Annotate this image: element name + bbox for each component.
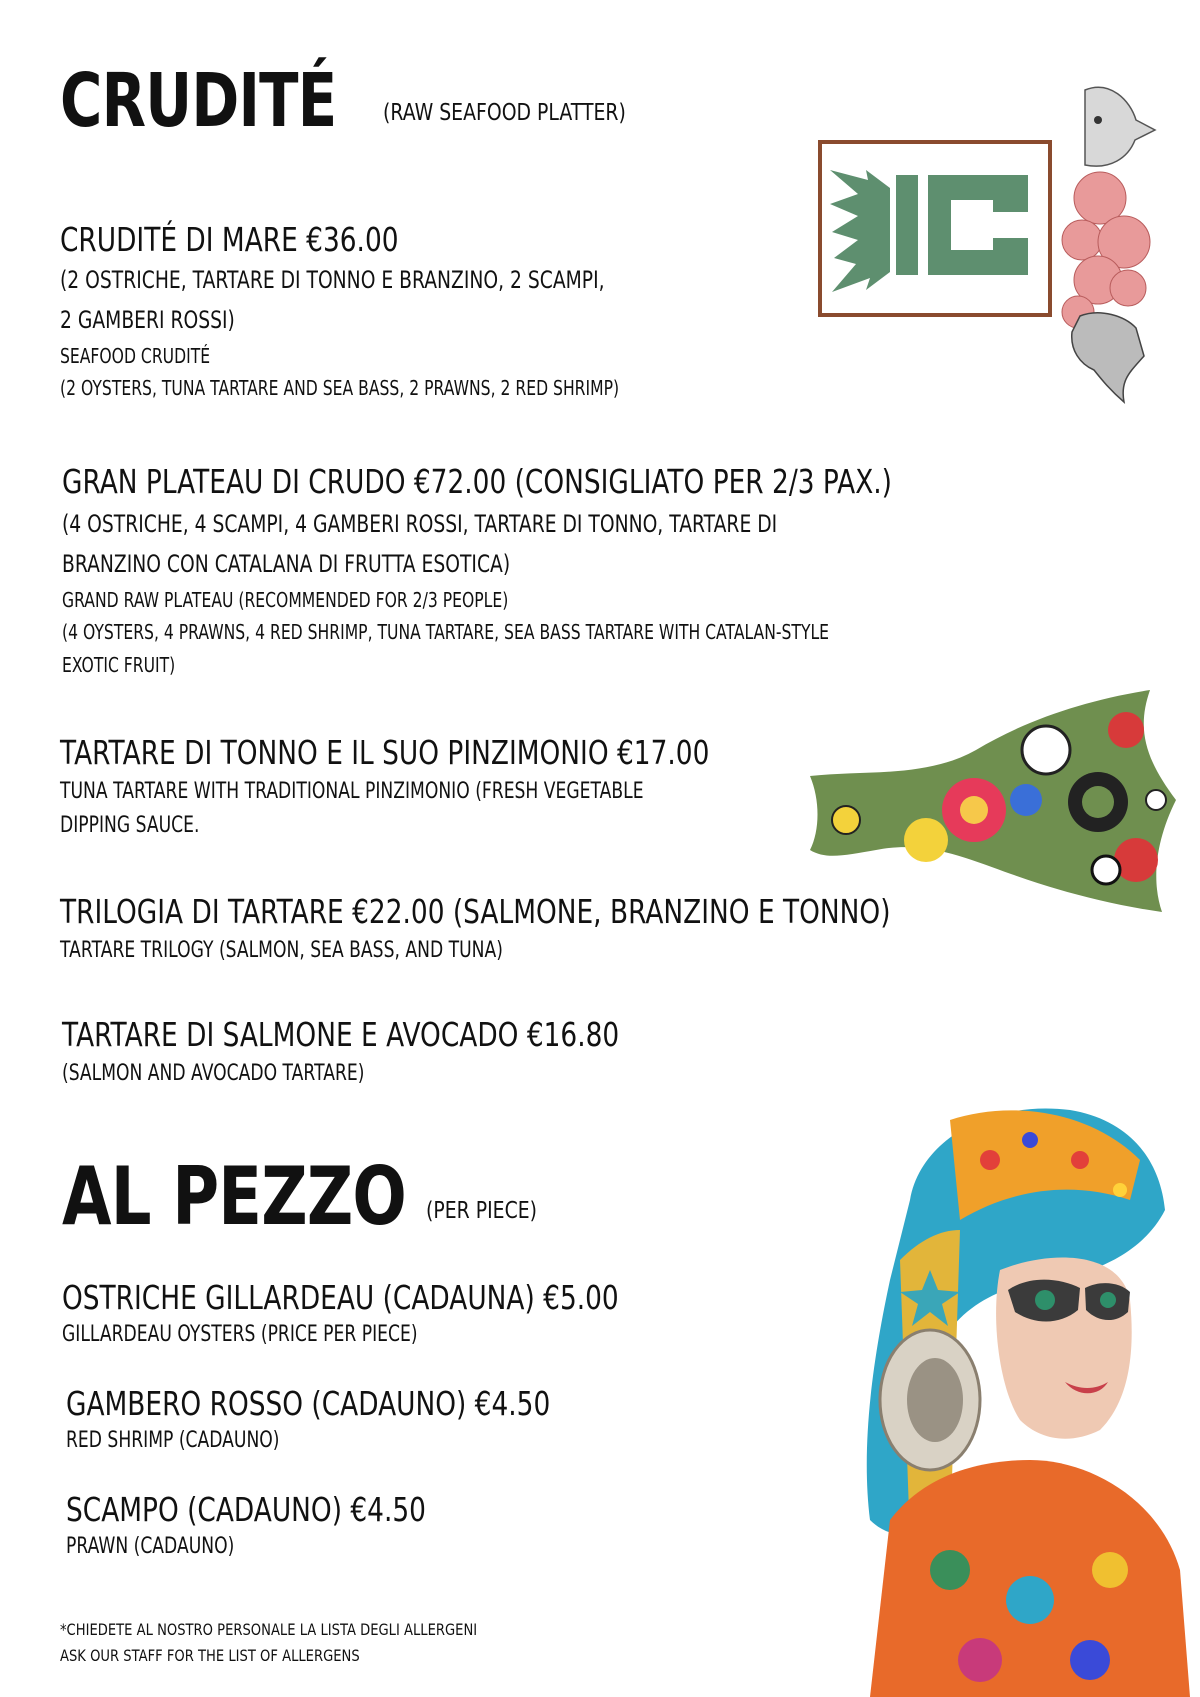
section-title: CRUDITÉ xyxy=(60,58,337,144)
section-title: AL PEZZO xyxy=(62,1150,407,1243)
item-desc-en: PRAWN (CADAUNO) xyxy=(66,1534,235,1559)
menu-item-tartare-salmone xyxy=(62,1015,762,1095)
menu-item-scampo xyxy=(66,1490,566,1570)
section-al-pezzo-heading xyxy=(62,1150,492,1243)
item-title: SCAMPO (CADAUNO) €4.50 xyxy=(66,1490,426,1529)
item-desc-en: SEAFOOD CRUDITÉ xyxy=(60,344,211,368)
patterned-fish-tail-icon xyxy=(806,690,1178,912)
allergen-note-it: *CHIEDETE AL NOSTRO PERSONALE LA LISTA DEGLI ALLERGENI xyxy=(60,1620,478,1639)
item-desc-en: (2 OYSTERS, TUNA TARTARE AND SEA BASS, 2 PRAWNS, 2 RED SHRIMP) xyxy=(60,376,620,400)
item-title: TRILOGIA DI TARTARE €22.00 (SALMONE, BRANZINO E TONNO) xyxy=(60,892,891,931)
menu-item-tartare-tonno xyxy=(60,733,820,843)
allergen-note xyxy=(60,1620,660,1676)
woman-with-oyster-earring-icon xyxy=(830,1100,1200,1697)
ic-logo-icon xyxy=(818,140,1052,317)
item-desc-en: TARTARE TRILOGY (SALMON, SEA BASS, AND TUNA) xyxy=(60,938,503,963)
menu-item-crudite-di-mare xyxy=(60,220,800,410)
menu-item-gambero xyxy=(66,1384,706,1464)
item-desc-en: (SALMON AND AVOCADO TARTARE) xyxy=(62,1061,365,1086)
item-title: TARTARE DI SALMONE E AVOCADO €16.80 xyxy=(62,1015,620,1054)
item-desc-en: RED SHRIMP (CADAUNO) xyxy=(66,1428,280,1453)
item-desc-en: (4 OYSTERS, 4 PRAWNS, 4 RED SHRIMP, TUNA TARTARE, SEA BASS TARTARE WITH CATALAN-STYLE xyxy=(62,620,830,644)
item-title: OSTRICHE GILLARDEAU (CADAUNA) €5.00 xyxy=(62,1278,619,1317)
menu-item-gran-plateau xyxy=(62,462,1142,682)
item-desc-it: 2 GAMBERI ROSSI) xyxy=(60,306,235,334)
item-desc-it: BRANZINO CON CATALANA DI FRUTTA ESOTICA) xyxy=(62,550,511,578)
item-desc-it: (4 OSTRICHE, 4 SCAMPI, 4 GAMBERI ROSSI, TARTARE DI TONNO, TARTARE DI xyxy=(62,510,778,538)
item-desc-en: GILLARDEAU OYSTERS (PRICE PER PIECE) xyxy=(62,1322,418,1347)
item-desc-it: (2 OSTRICHE, TARTARE DI TONNO E BRANZINO, 2 SCAMPI, xyxy=(60,266,605,294)
item-desc-en: EXOTIC FRUIT) xyxy=(62,653,176,677)
item-title: CRUDITÉ DI MARE €36.00 xyxy=(60,220,399,259)
item-title: GAMBERO ROSSO (CADAUNO) €4.50 xyxy=(66,1384,551,1423)
item-desc-en: TUNA TARTARE WITH TRADITIONAL PINZIMONIO (FRESH VEGETABLE xyxy=(60,779,644,804)
fish-with-flowers-icon xyxy=(1040,80,1160,405)
menu-item-ostriche xyxy=(62,1278,762,1358)
section-subtitle: (RAW SEAFOOD PLATTER) xyxy=(383,100,626,126)
section-crudite-heading xyxy=(60,58,414,144)
allergen-note-en: ASK OUR STAFF FOR THE LIST OF ALLERGENS xyxy=(60,1646,360,1665)
item-title: GRAN PLATEAU DI CRUDO €72.00 (CONSIGLIATO PER 2/3 PAX.) xyxy=(62,462,892,501)
item-title: TARTARE DI TONNO E IL SUO PINZIMONIO €17.00 xyxy=(60,733,710,772)
item-desc-en: GRAND RAW PLATEAU (RECOMMENDED FOR 2/3 PEOPLE) xyxy=(62,588,509,612)
item-desc-en: DIPPING SAUCE. xyxy=(60,813,200,838)
section-subtitle: (PER PIECE) xyxy=(426,1198,538,1224)
